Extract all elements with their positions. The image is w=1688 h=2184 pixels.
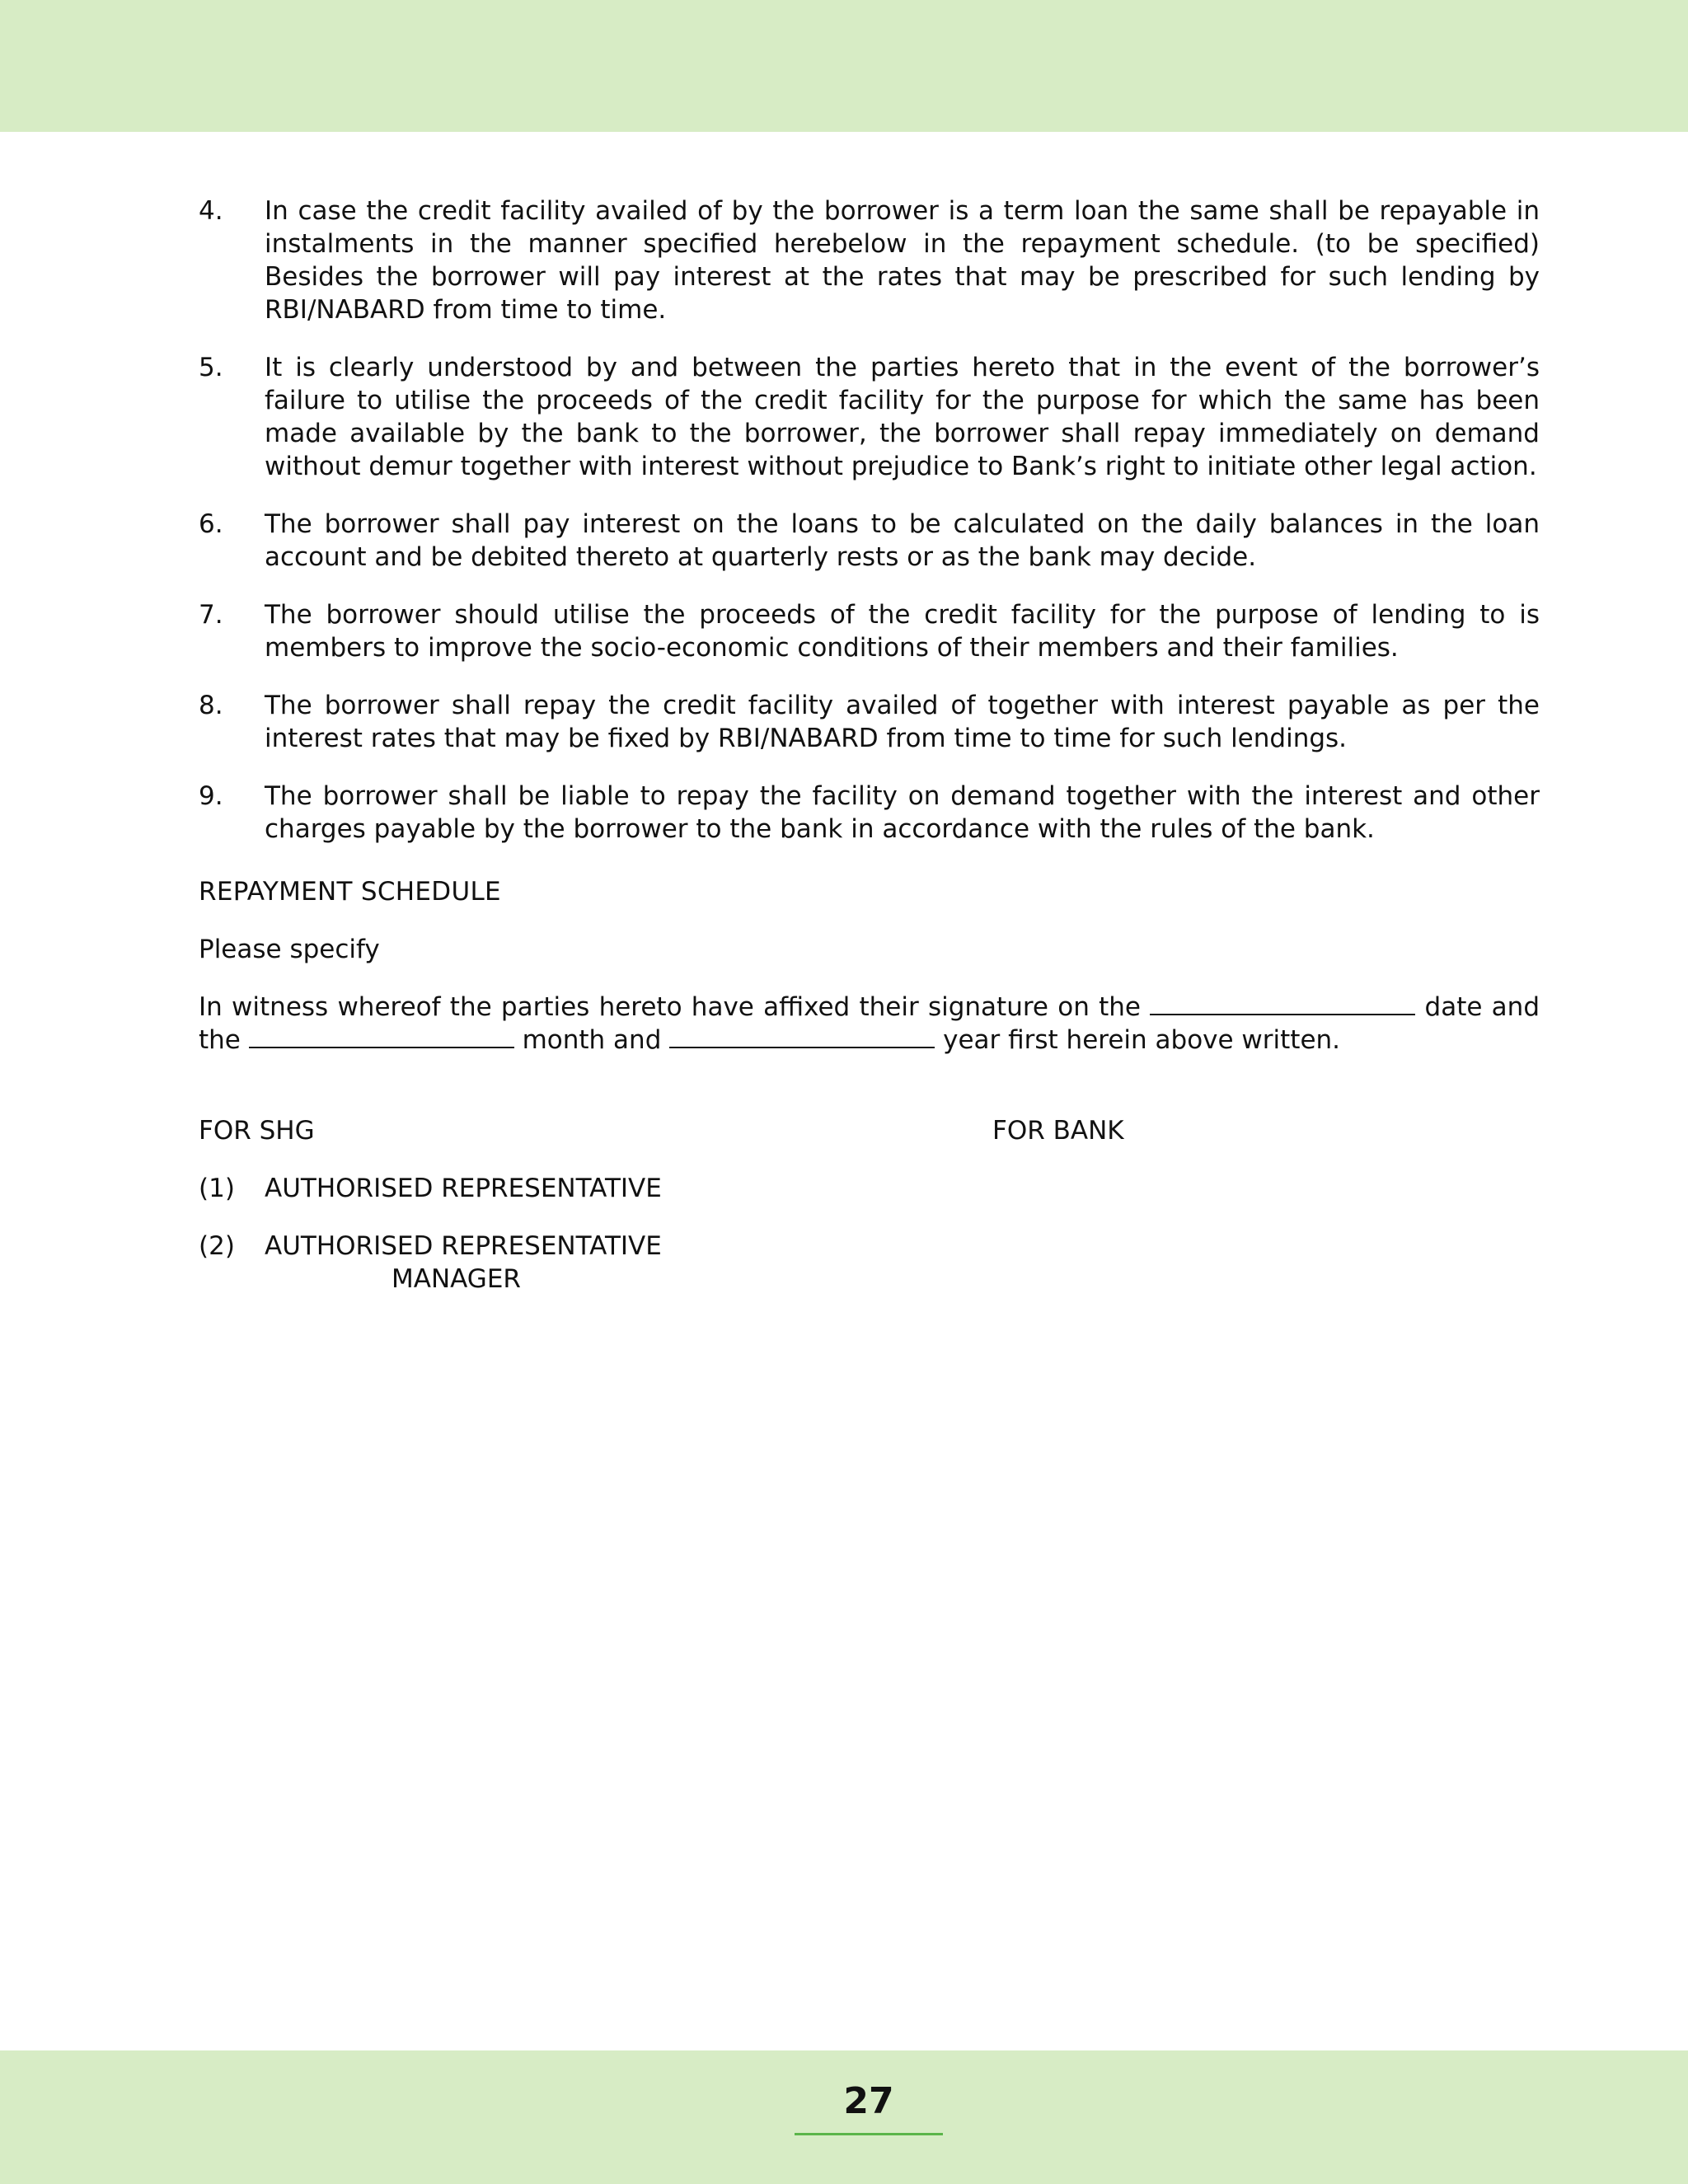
for-bank-label: FOR BANK	[992, 1116, 1124, 1146]
clause-number: 7.	[199, 600, 223, 630]
clause-text: The borrower shall pay interest on the loans to be calculated on the daily balances in the loan account and be debited thereto at quarterly rests or as the bank may decide.	[265, 509, 1540, 572]
schedule-instruction: Please specify	[199, 935, 380, 964]
clause-text: The borrower should utilise the proceeds of the credit facility for the purpose of lending to is members to improve the socio-economic conditions of their members and their families.	[265, 600, 1540, 663]
month-blank[interactable]	[249, 1027, 514, 1048]
header-band	[0, 0, 1688, 132]
clause-text: It is clearly understood by and between the parties hereto that in the event of the borrower’s failure to utilise the proceeds of the credit facility for the purpose for which the same has been made available by the bank to the borrower, the borrower shall repay immediately on demand without demur together with interest without prejudice to Bank’s right to initiate other legal action.	[265, 353, 1540, 481]
witness-text-3: month and	[522, 1025, 662, 1055]
clause-number: 8.	[199, 691, 223, 720]
clause-4	[199, 194, 1540, 326]
rep-label: AUTHORISED REPRESENTATIVE	[265, 1174, 662, 1203]
rep-number: (1)	[199, 1174, 235, 1203]
page-number-underline	[795, 2133, 943, 2135]
clause-text: In case the credit facility availed of by the borrower is a term loan the same shall be repayable in instalments in the manner specified herebelow in the repayment schedule. (to be specified) Besides the borrower will pay interest at the rates that may be prescribed for such lending by RBI/NABARD from time to time.	[265, 196, 1540, 325]
clause-number: 6.	[199, 509, 223, 539]
clause-9	[199, 780, 1540, 846]
clause-text: The borrower shall be liable to repay the facility on demand together with the interest and other charges payable by the borrower to the bank in accordance with the rules of the bank.	[265, 781, 1540, 844]
repayment-schedule-heading: REPAYMENT SCHEDULE	[199, 877, 501, 907]
witness-clause	[199, 991, 1540, 1057]
rep-label: AUTHORISED REPRESENTATIVE	[265, 1231, 662, 1261]
manager-label: MANAGER	[392, 1264, 521, 1294]
rep-number: (2)	[199, 1231, 235, 1261]
clause-8	[199, 689, 1540, 755]
clause-number: 4.	[199, 196, 223, 226]
signature-headers	[199, 1114, 1540, 1147]
representative-1	[199, 1172, 1540, 1205]
clause-5	[199, 351, 1540, 483]
document-body	[199, 194, 1540, 1296]
witness-text-4: year first herein above written.	[943, 1025, 1341, 1055]
clause-number: 5.	[199, 353, 223, 382]
clause-7	[199, 598, 1540, 664]
for-shg-label: FOR SHG	[199, 1116, 315, 1146]
witness-text-2: date and the	[199, 992, 1540, 1055]
witness-text-1: In witness whereof the parties hereto have affixed their signature on the	[199, 992, 1141, 1022]
date-blank[interactable]	[1150, 994, 1415, 1015]
clause-6	[199, 508, 1540, 574]
clause-text: The borrower shall repay the credit facility availed of together with interest payable as per the interest rates that may be fixed by RBI/NABARD from time to time for such lendings.	[265, 691, 1540, 753]
year-blank[interactable]	[669, 1027, 935, 1048]
representative-2	[199, 1230, 1540, 1263]
page-number: 27	[843, 2080, 894, 2122]
clause-number: 9.	[199, 781, 223, 811]
